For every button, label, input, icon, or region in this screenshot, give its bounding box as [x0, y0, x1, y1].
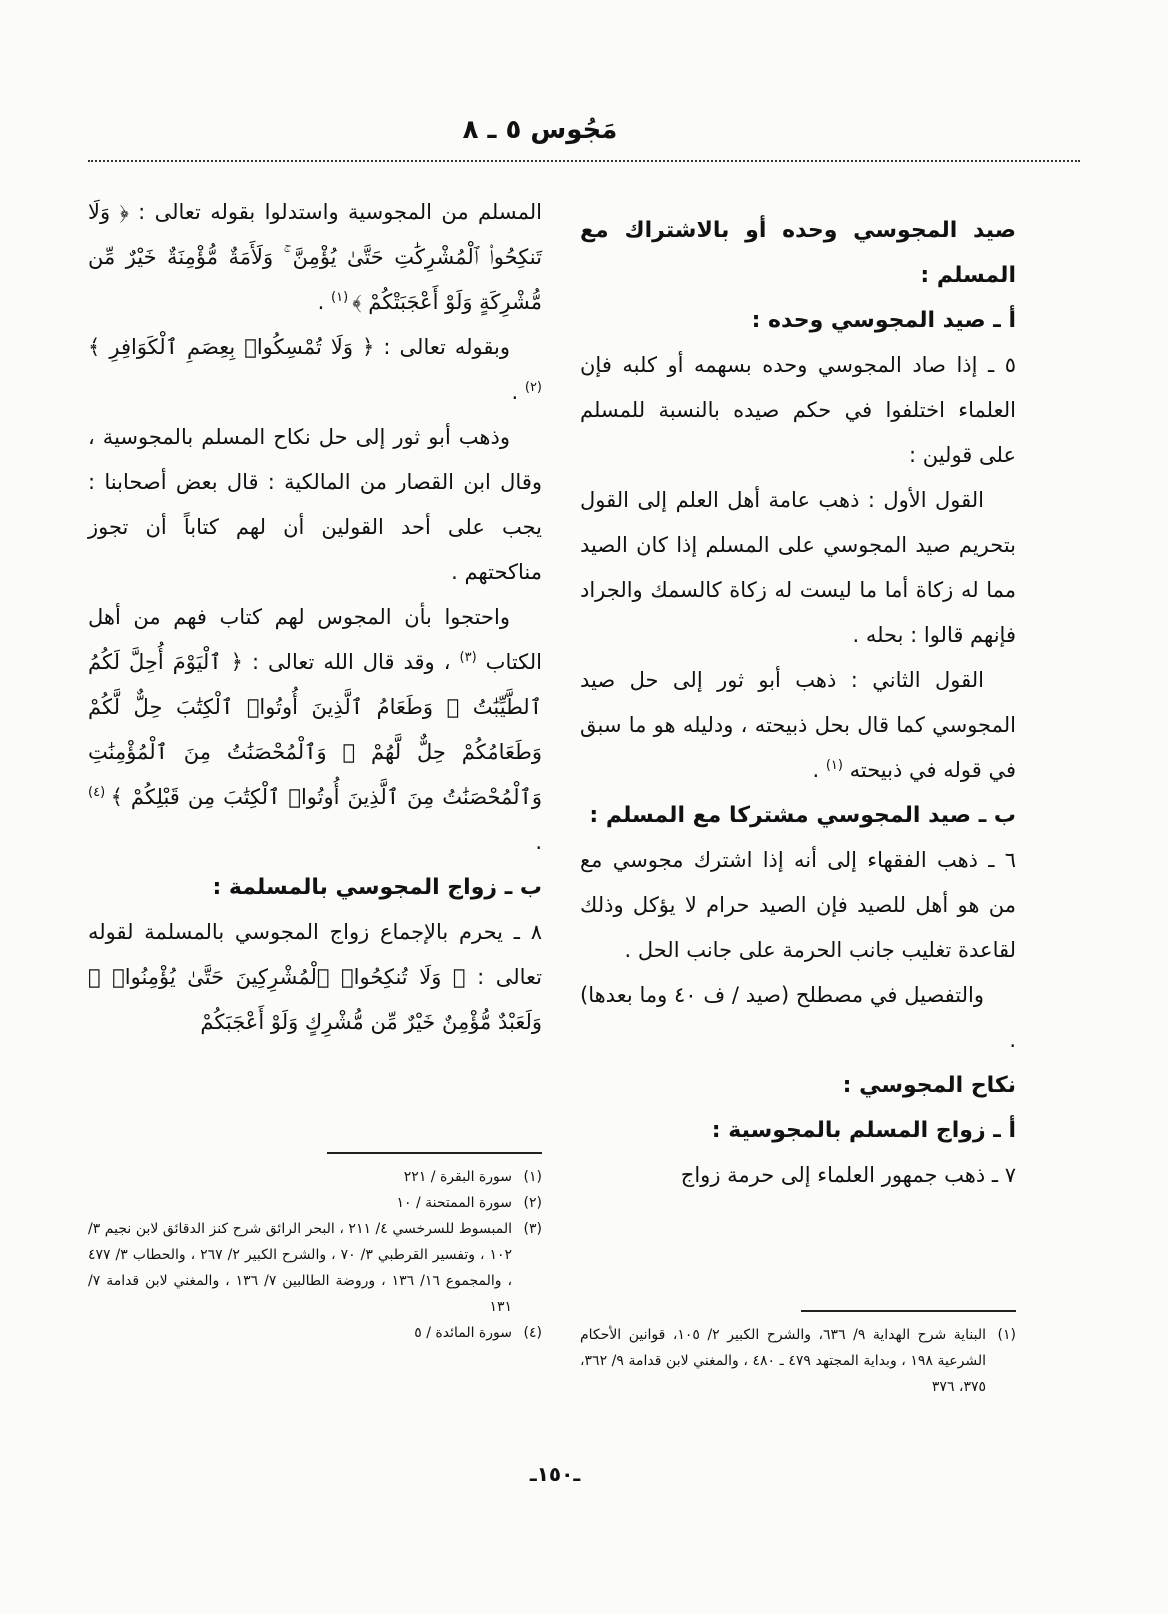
footnote [580, 1322, 1016, 1400]
footnote-text: سورة الممتحنة / ١٠ [396, 1195, 512, 1211]
paragraph-tail: . [511, 380, 525, 404]
paragraph-second-verse [88, 325, 542, 415]
paragraph-argument [88, 595, 542, 865]
paragraph-text: ٨ ـ يحرم بالإجماع زواج المجوسي بالمسلمة لقوله تعالى : [88, 920, 542, 989]
footnote [88, 1164, 542, 1190]
paragraph-first-opinion: القول الأول : ذهب عامة أهل العلم إلى القول بتحريم صيد المجوسي على المسلم إذا كان الصيد مما له زكاة أما ما ليست له زكاة كالسمك والجراد فإنهم قالوا : بحله . [580, 488, 1016, 647]
footnote-rule [801, 1310, 1016, 1312]
subheading-magian-marrying-muslim: ب ـ زواج المجوسي بالمسلمة : [212, 875, 542, 900]
quran-verse: ﴿ ٱلْيَوْمَ أُحِلَّ لَكُمُ ٱلطَّيِّبَٰتُ ۖ وَطَعَامُ ٱلَّذِينَ أُوتُوا۟ ٱلْكِتَٰبَ حِلٌّ لَّكُمْ وَطَعَامُكُمْ حِلٌّ لَّهُمْ ۖ وَٱلْمُحْصَنَٰتُ مِنَ ٱلْمُؤْمِنَٰتِ وَٱلْمُحْصَنَٰتُ مِنَ ٱلَّذِينَ أُوتُوا۟ ٱلْكِتَٰبَ مِن قَبْلِكُمْ ﴾ [88, 650, 542, 809]
footnote-number: (١) [997, 1327, 1016, 1343]
left-column-body [88, 190, 542, 1142]
footnote-text: سورة البقرة / ٢٢١ [403, 1169, 512, 1185]
left-footnotes [88, 1164, 542, 1346]
footnote-text: المبسوط للسرخسي ٤/ ٢١١ ، البحر الرائق شرح كنز الدقائق لابن نجيم ٣/ ١٠٢ ، وتفسير القرطبي ٣/ ٧٠ ، والشرح الكبير ٢/ ٢٦٧ ، والحطاب ٣/ ٤٧٧ ، والمجموع ١٦/ ١٣٦ ، وروضة الطالبين ٧/ ١٣٦ ، والمغني لابن قدامة ٧/ ١٣١ [88, 1221, 513, 1315]
footnote-ref: (٢) [524, 380, 542, 395]
footnote-text: سورة المائدة / ٥ [414, 1325, 512, 1341]
paragraph-text: واحتجوا بأن المجوس لهم كتاب فهم من أهل الكتاب [88, 605, 543, 674]
paragraph-6: ٦ ـ ذهب الفقهاء إلى أنه إذا اشترك مجوسي مع من هو أهل للصيد فإن الصيد حرام لا يؤكل وذلك لقاعدة تغليب جانب الحرمة على جانب الحل . [580, 848, 1016, 962]
right-column [580, 208, 1016, 1400]
paragraph-5: ٥ ـ إذا صاد المجوسي وحده بسهمه أو كلبه فإن العلماء اختلفوا في حكم صيده بالنسبة للمسلم على قولين : [580, 353, 1016, 467]
footnote-number: (١) [523, 1169, 542, 1185]
paragraph-text: المسلم من المجوسية واستدلوا بقوله تعالى : [128, 200, 542, 224]
footnote-number: (٣) [523, 1221, 542, 1237]
header-dotted-rule [88, 160, 1080, 162]
subheading-muslim-marrying-magian: أ ـ زواج المسلم بالمجوسية : [711, 1118, 1016, 1143]
footnote-ref: (١) [331, 290, 353, 305]
paragraph-continued [88, 190, 542, 325]
section-heading-hunting: صيد المجوسي وحده أو بالاشتراك مع المسلم : [580, 218, 1016, 288]
quran-verse: ﴿ وَلَا تُمْسِكُوا۟ بِعِصَمِ ٱلْكَوَافِرِ ﴾ [88, 335, 375, 359]
right-footnotes [580, 1322, 1016, 1400]
paragraph-abu-thawr: وذهب أبو ثور إلى حل نكاح المسلم بالمجوسية ، وقال ابن القصار من المالكية : قال بعض أصحابنا : يجب على أحد القولين أن لهم كتاباً أن تجوز مناكحتهم . [88, 425, 542, 584]
footnote-text: البناية شرح الهداية ٩/ ٦٣٦، والشرح الكبير ٢/ ١٠٥، قوانين الأحكام الشرعية ١٩٨ ، وبداية المجتهد ٤٧٩ ـ ٤٨٠ ، والمغني لابن قدامة ٩/ ٣٦٢، ٣٧٥، ٣٧٦ [580, 1327, 986, 1395]
paragraph-tail: . [535, 830, 542, 854]
footnote [88, 1190, 542, 1216]
subheading-hunting-alone: أ ـ صيد المجوسي وحده : [751, 308, 1016, 333]
section-heading-marriage: نكاح المجوسي : [842, 1073, 1016, 1098]
paragraph-text: القول الثاني : ذهب أبو ثور إلى حل صيد المجوسي كما قال بحل ذبيحته ، ودليله هو ما سبق في قوله في ذبيحته [580, 668, 1016, 782]
paragraph-second-opinion [580, 658, 1016, 793]
paragraph-8 [88, 910, 542, 1045]
left-column [88, 190, 542, 1346]
quran-verse: ﴿ وَلَا تُنكِحُوا۟ ٱلْمُشْرِكِينَ حَتَّىٰ يُؤْمِنُوا۟ ۚ وَلَعَبْدٌ مُّؤْمِنٌ خَيْرٌ مِّن مُّشْرِكٍ وَلَوْ أَعْجَبَكُمْ [88, 965, 542, 1034]
paragraph-tail: . [317, 290, 331, 314]
right-column-body [580, 208, 1016, 1300]
paragraph-7: ٧ ـ ذهب جمهور العلماء إلى حرمة زواج [680, 1163, 1016, 1187]
footnote [88, 1320, 542, 1346]
quran-verse: ﴿ وَلَا تَنكِحُوا۟ ٱلْمُشْرِكَٰتِ حَتَّىٰ يُؤْمِنَّ ۚ وَلَأَمَةٌ مُّؤْمِنَةٌ خَيْرٌ مِّن مُّشْرِكَةٍ وَلَوْ أَعْجَبَتْكُمْ ﴾ [88, 200, 542, 314]
footnote-number: (٤) [523, 1325, 542, 1341]
paragraph-text: وبقوله تعالى : [374, 335, 510, 359]
footnote-ref: (٣) [459, 650, 477, 665]
paragraph-text: ، وقد قال الله تعالى : [242, 650, 460, 674]
subheading-hunting-shared: ب ـ صيد المجوسي مشتركا مع المسلم : [589, 803, 1016, 828]
running-head: مَجُوس ٥ ـ ٨ [462, 115, 618, 145]
page-number: ـ١٥٠ـ [529, 1462, 581, 1486]
paragraph-details: والتفصيل في مصطلح (صيد / ف ٤٠ وما بعدها) . [580, 983, 1016, 1052]
footnote-number: (٢) [523, 1195, 542, 1211]
footnote [88, 1216, 542, 1320]
paragraph-tail: . [812, 758, 826, 782]
footnote-ref: (٤) [88, 785, 111, 800]
footnote-rule [327, 1152, 542, 1154]
footnote-ref: (١) [825, 758, 843, 773]
